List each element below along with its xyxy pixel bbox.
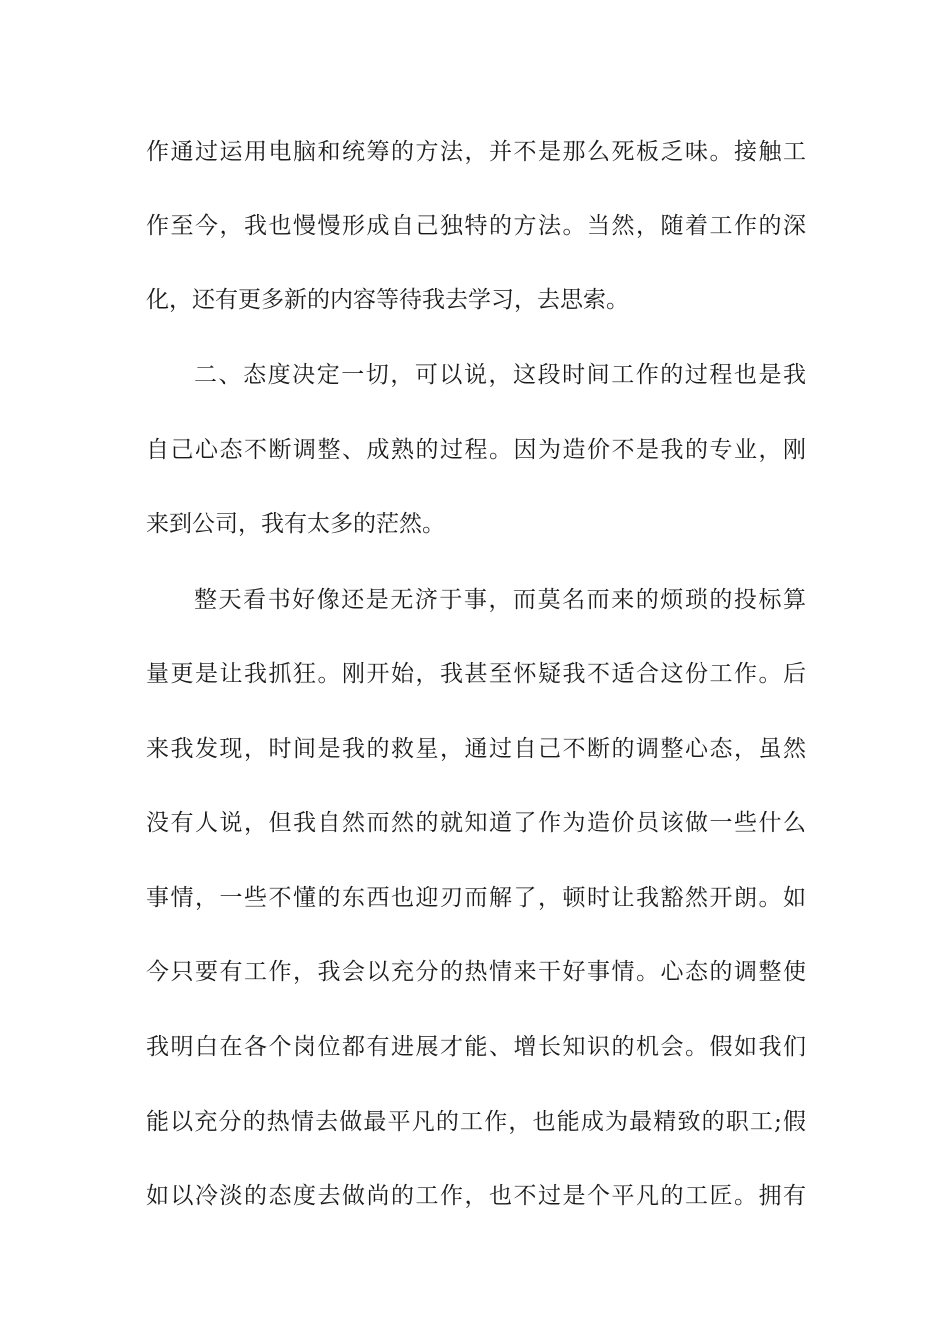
text-line: 今只要有工作，我会以充分的热情来干好事情。心态的调整使 bbox=[146, 959, 806, 985]
paragraph-start-line: 整天看书好像还是无济于事，而莫名而来的烦琐的投标算 bbox=[194, 587, 806, 613]
text-line: 作通过运用电脑和统筹的方法，并不是那么死板乏味。接触工 bbox=[146, 139, 806, 165]
text-line: 如以冷淡的态度去做尚的工作，也不过是个平凡的工匠。拥有 bbox=[146, 1183, 806, 1209]
text-line: 没有人说，但我自然而然的就知道了作为造价员该做一些什么 bbox=[146, 810, 806, 836]
text-line: 来我发现，时间是我的救星，通过自己不断的调整心态，虽然 bbox=[146, 736, 806, 762]
text-line: 自己心态不断调整、成熟的过程。因为造价不是我的专业，刚 bbox=[146, 437, 806, 463]
text-line: 事情，一些不懂的东西也迎刃而解了，顿时让我豁然开朗。如 bbox=[146, 885, 806, 911]
text-line: 量更是让我抓狂。刚开始，我甚至怀疑我不适合这份工作。后 bbox=[146, 661, 806, 687]
paragraph-start-line: 二、态度决定一切，可以说，这段时间工作的过程也是我 bbox=[194, 362, 806, 388]
text-line: 能以充分的热情去做最平凡的工作，也能成为最精致的职工;假 bbox=[146, 1109, 806, 1135]
text-line: 我明白在各个岗位都有进展才能、增长知识的机会。假如我们 bbox=[146, 1034, 806, 1060]
text-line: 作至今，我也慢慢形成自己独特的方法。当然，随着工作的深 bbox=[146, 213, 806, 239]
text-line: 来到公司，我有太多的茫然。 bbox=[146, 511, 445, 537]
text-line: 化，还有更多新的内容等待我去学习，去思索。 bbox=[146, 287, 629, 313]
